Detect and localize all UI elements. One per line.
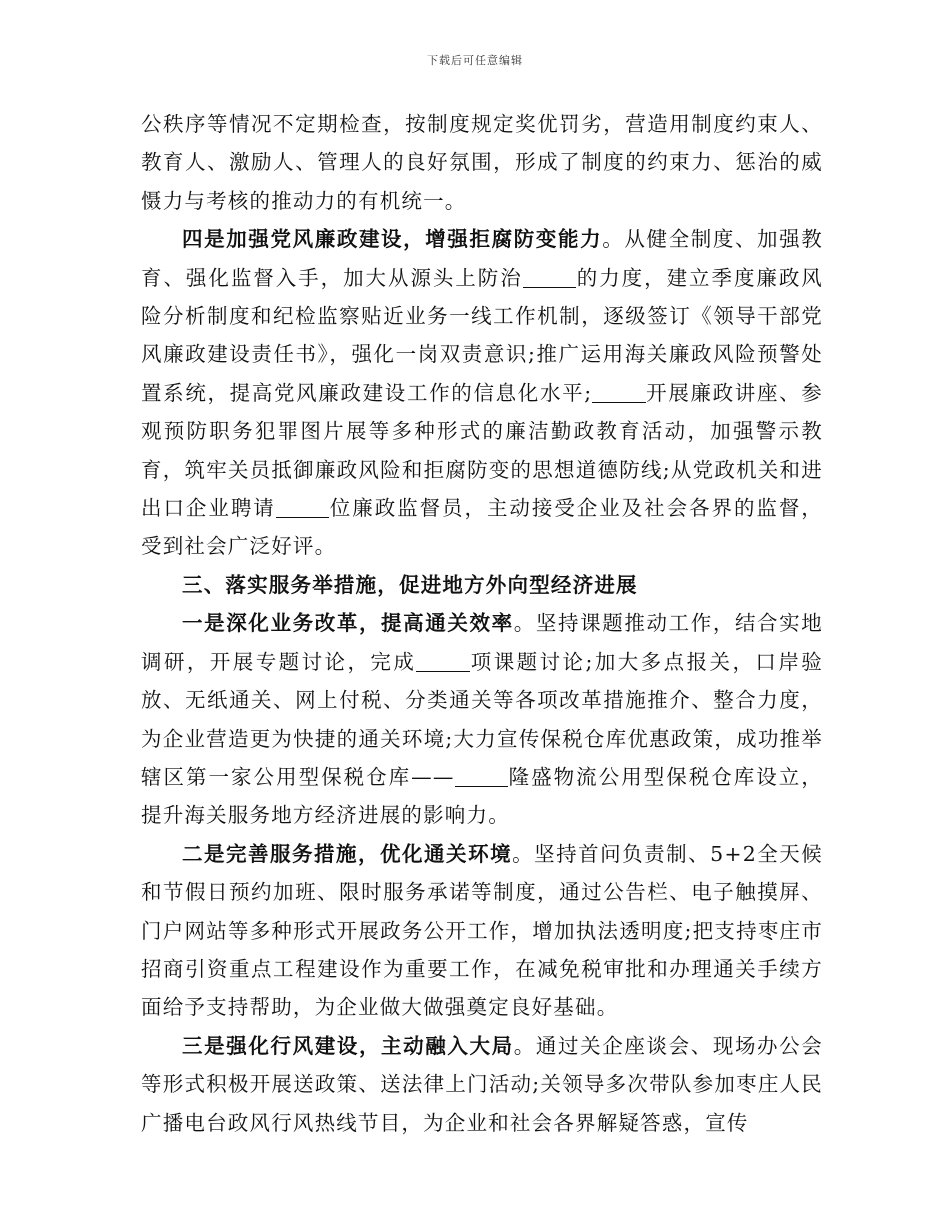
paragraph-continuation: 公秩序等情况不定期检查，按制度规定奖优罚劣，营造用制度约束人、教育人、激励人、管理人的良好氛围，形成了制度的约束力、惩治的威慑力与考核的推动力的有机统一。	[141, 112, 823, 213]
paragraph-lead: 一是深化业务改革，提高通关效率	[182, 611, 514, 636]
blank-underline	[455, 765, 508, 787]
document-body	[141, 105, 823, 1142]
paragraph-service	[141, 835, 823, 1027]
paragraph-anti-corruption	[141, 220, 823, 566]
blank-underline	[592, 381, 645, 403]
paragraph-lead: 二是完善服务措施，优化通关环境	[182, 841, 513, 866]
paragraph-lead: 四是加强党风廉政建设，增强拒腐防变能力	[182, 227, 603, 252]
paragraph-text: 位廉政监督员，主动接受企业及社会各界的监督，受到社会广泛好评。	[141, 496, 824, 559]
paragraph-reform	[141, 604, 823, 834]
paragraph-text: 。从健全制度、加强教育、强化监督入手，加大从源头上防治	[141, 227, 823, 290]
paragraph-text: 。坚持首问负责制、5+2全天候和节假日预约加班、限时服务承诺等制度，通过公告栏、电子触摸屏、门户网站等多种形式开展政务公开工作，增加执法透明度;把支持枣庄市招商引资重点工程建设作为重要工作，在减免税审批和办理通关手续方面给予支持帮助，为企业做大做强奠定良好基础。	[141, 841, 823, 1020]
paragraph-text: 的力度，建立季度廉政风险分析制度和纪检监察贴近业务一线工作机制，逐级签订《领导干部党风廉政建设责任书》，强化一岗双责意识;推广运用海关廉政风险预警处置系统，提高党风廉政建设工作的信息化水平;	[141, 265, 824, 405]
blank-underline	[416, 650, 469, 672]
paragraph-conduct	[141, 1027, 823, 1142]
blank-underline	[523, 266, 576, 288]
paragraph-text: 开展廉政讲座、参观预防职务犯罪图片展等多种形式的廉洁勤政教育活动，加强警示教育，筑牢关员抵御廉政风险和拒腐防变的思想道德防线;从党政机关和进出口企业聘请	[141, 380, 823, 521]
paragraph-lead: 三是强化行风建设，主动融入大局	[182, 1033, 514, 1058]
page-header: 下载后可任意编辑	[427, 54, 523, 67]
paragraph-text: 项课题讨论;加大多点报关，口岸验放、无纸通关、网上付税、分类通关等各项改革措施推介、整合力度，为企业营造更为快捷的通关环境;大力宣传保税仓库优惠政策，成功推举辖区第一家公用型保税仓库——	[141, 649, 823, 789]
paragraph-text: 。坚持课题推动工作，结合实地调研，开展专题讨论，完成	[141, 611, 823, 674]
paragraph-text: 。通过关企座谈会、现场办公会等形式积极开展送政策、送法律上门活动;关领导多次带队参加枣庄人民广播电台政风行风热线节目，为企业和社会各界解疑答惑，宣传	[141, 1033, 823, 1135]
section-heading: 三、落实服务举措施，促进地方外向型经济进展	[182, 572, 638, 597]
paragraph-text: 隆盛物流公用型保税仓库设立，提升海关服务地方经济进展的影响力。	[141, 764, 823, 828]
blank-underline	[276, 497, 329, 519]
